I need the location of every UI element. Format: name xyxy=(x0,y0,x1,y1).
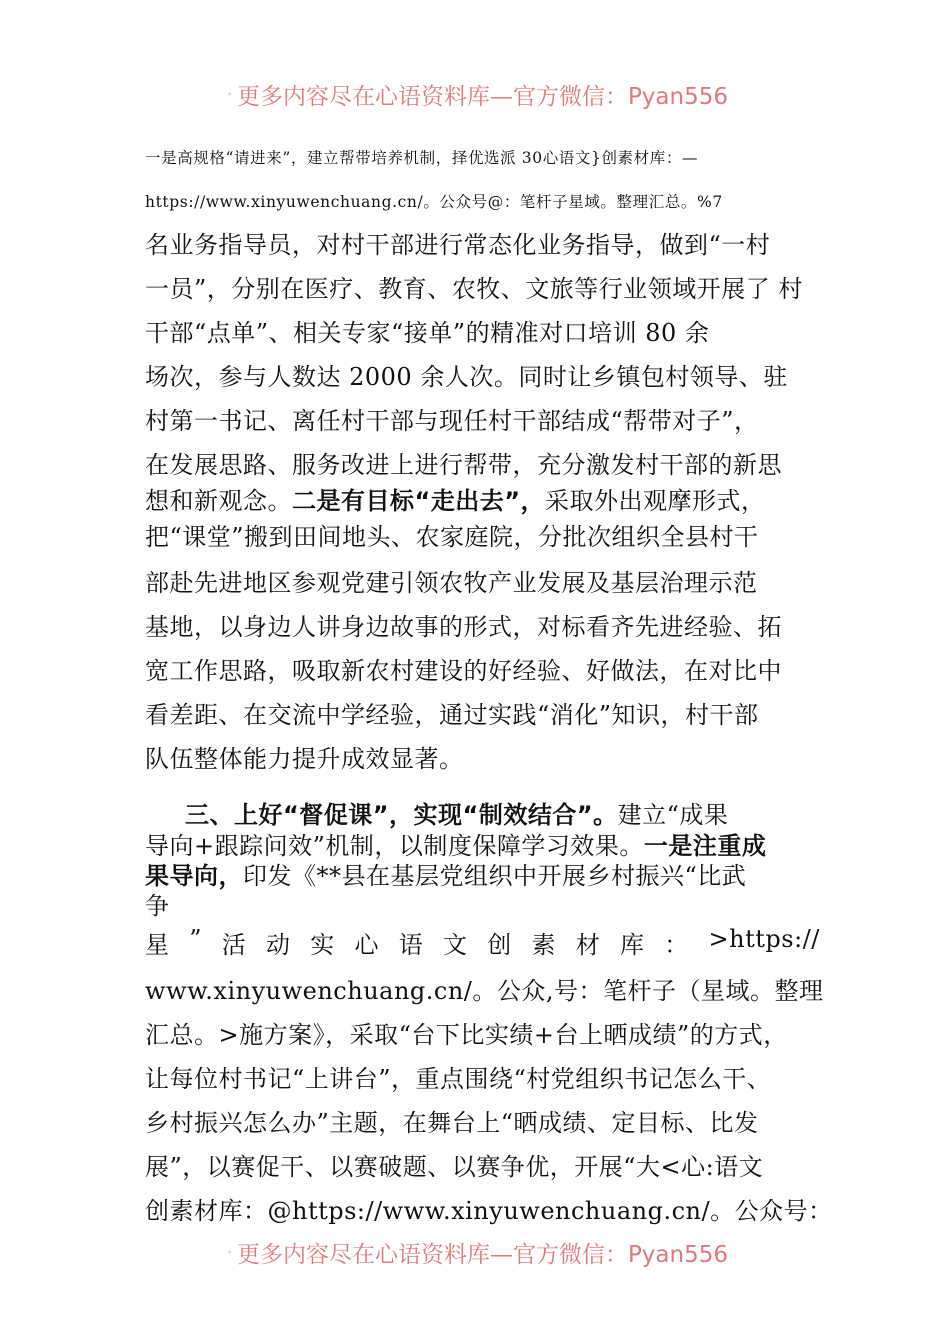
text-line: 创素材库：@https://www.xinyuwenchuang.cn/。公众号： xyxy=(145,1197,833,1225)
banner-text: 更多内容尽在心语资料库—官方微信：Pyan556 xyxy=(236,1241,728,1268)
banner-text: 更多内容尽在心语资料库—官方微信：Pyan556 xyxy=(236,83,728,110)
text-line: 把“课堂”搬到田间地头、农家庭院，分批次组织全县村干 xyxy=(145,523,759,551)
section-heading: 三、上好“督促课”，实现“制效结合”。 xyxy=(185,801,618,829)
text-line: 部赴先进地区参观党建引领农牧产业发展及基层治理示范 xyxy=(145,569,758,597)
bold-phrase: 一是注重成 xyxy=(643,832,767,860)
bold-phrase: 二是有目标“走出去”， xyxy=(292,487,546,515)
text-line: 干部“点单”、相关专家“接单”的精准对口培训 80 余 xyxy=(145,319,710,347)
header-banner xyxy=(228,72,728,116)
text-line: 名业务指导员，对村干部进行常态化业务指导，做到“一村 xyxy=(145,231,771,259)
text-line: 村第一书记、离任村干部与现任村干部结成“帮带对子”， xyxy=(145,407,759,435)
text-line: 基地，以身边人讲身边故事的形式，对标看齐先进经验、拓 xyxy=(145,613,782,641)
text-line: 汇总。>施方案》，采取“台下比实绩+台上晒成绩”的方式， xyxy=(145,1021,788,1049)
justified-text-line xyxy=(145,925,820,960)
spread-char: >https:// xyxy=(708,925,820,953)
spread-char: 材 xyxy=(575,931,601,959)
spread-char: 活 xyxy=(221,931,247,959)
spread-char: 实 xyxy=(310,931,335,959)
spread-char: 星 xyxy=(145,931,170,959)
text-line: 一是高规格“请进来”，建立帮带培养机制，择优选派 30心语文}创素材库：— xyxy=(145,149,699,167)
spread-char: ” xyxy=(189,925,203,953)
text-line: 争 xyxy=(145,892,170,920)
spread-char: 素 xyxy=(531,931,557,959)
brand-logo-icon xyxy=(228,1230,231,1274)
spread-char: 文 xyxy=(443,931,468,959)
brand-logo-icon xyxy=(228,72,231,116)
spread-char: 库 xyxy=(620,931,645,959)
text-line: 在发展思路、服务改进上进行帮带，充分激发村干部的新思 xyxy=(145,451,782,479)
spread-char: 语 xyxy=(398,931,424,959)
text-line: 队伍整体能力提升成效显著。 xyxy=(145,745,464,773)
text-line: www.xinyuwenchuang.cn/。公众,号：笔杆子（星域。整理 xyxy=(145,977,824,1005)
text-line: https://www.xinyuwenchuang.cn/。公众号@：笔杆子星域。整理汇总。%7 xyxy=(145,193,723,211)
text-line: 想和新观念。二是有目标“走出去”，采取外出观摩形式， xyxy=(145,487,766,515)
text-line: 导向+跟踪问效”机制，以制度保障学习效果。一是注重成 xyxy=(145,832,767,860)
spread-char: 创 xyxy=(487,931,512,959)
text-line: 一员”，分别在医疗、教育、农牧、文旅等行业领域开展了 村 xyxy=(145,275,803,303)
text-line: 展”，以赛促干、以赛破题、以赛争优，开展“大<心:语文 xyxy=(145,1153,764,1181)
text-line: 看差距、在交流中学经验，通过实践“消化”知识，村干部 xyxy=(145,701,759,729)
footer-banner xyxy=(228,1230,728,1274)
text-line: 乡村振兴怎么办”主题，在舞台上“晒成绩、定目标、比发 xyxy=(145,1109,759,1137)
spread-char: 心 xyxy=(354,931,380,959)
text-line: 宽工作思路，吸取新农村建设的好经验、好做法，在对比中 xyxy=(145,657,782,685)
text-line: 让每位村书记“上讲台”，重点围绕“村党组织书记怎么干、 xyxy=(145,1065,772,1093)
bold-phrase: 果导向， xyxy=(145,862,243,890)
text-line: 场次，参与人数达 2000 余人次。同时让乡镇包村领导、驻 xyxy=(145,363,788,391)
section-heading-line: 三、上好“督促课”，实现“制效结合”。建立“成果 xyxy=(185,801,729,829)
text-line: 果导向，印发《**县在基层党组织中开展乡村振兴“比武 xyxy=(145,862,747,890)
spread-char: ： xyxy=(664,931,689,959)
spread-char: 动 xyxy=(266,931,291,959)
